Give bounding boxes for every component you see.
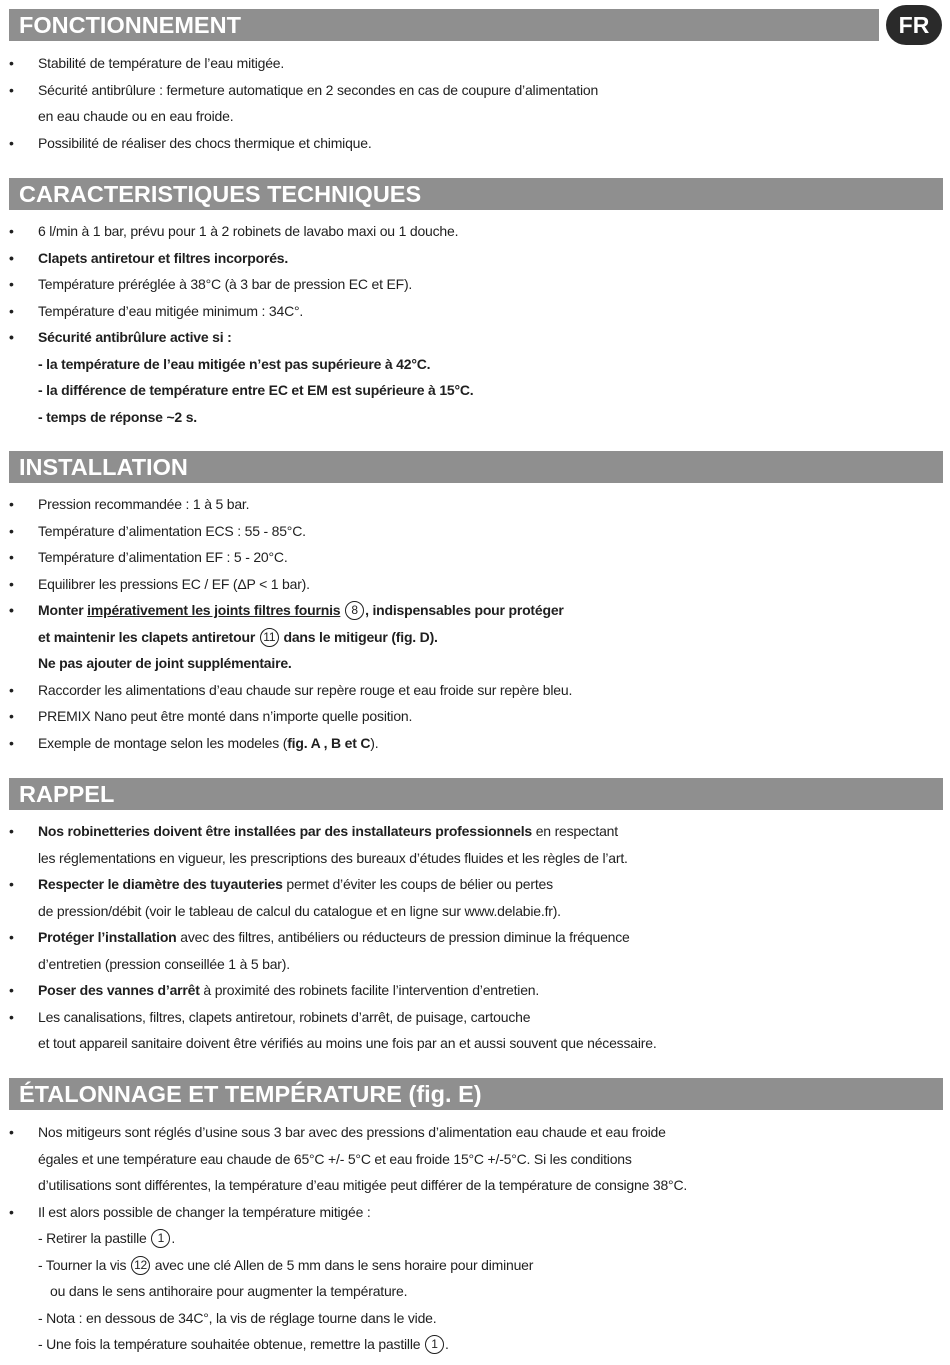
item-text: Nos mitigeurs sont réglés d’usine sous 3 bar avec des pressions d’alimentation eau chaude et eau froide — [38, 1124, 666, 1140]
bold-text: fig. A , B et C — [287, 734, 371, 751]
list-item-continuation — [0, 845, 950, 872]
list-item-continuation — [0, 951, 950, 978]
list-item — [0, 924, 950, 951]
item-text: Possibilité de réaliser des chocs thermique et chimique. — [38, 134, 372, 151]
installation-list — [0, 491, 950, 756]
list-item — [0, 544, 950, 571]
item-text: avec une clé Allen de 5 mm dans le sens horaire pour diminuer — [154, 1256, 534, 1273]
item-text: et maintenir les clapets antiretour — [38, 628, 256, 645]
item-text: - Tourner la vis — [38, 1256, 127, 1273]
list-item — [0, 491, 950, 518]
list-item — [0, 245, 950, 272]
list-item-continuation — [0, 624, 950, 651]
item-text: PREMIX Nano peut être monté dans n’importe quelle position. — [38, 708, 413, 724]
item-text: à proximité des robinets facilite l’intervention d’entretien. — [199, 982, 540, 998]
ref-number-1: 1 — [151, 1229, 170, 1248]
item-text: Température d’alimentation ECS : 55 - 85°C. — [38, 522, 306, 539]
list-item — [0, 818, 950, 845]
bold-text: Poser des vannes d’arrêt — [38, 982, 200, 998]
list-item-continuation — [0, 898, 950, 925]
rappel-list — [0, 818, 950, 1057]
item-text: en eau chaude ou en eau froide. — [38, 108, 234, 124]
item-text: Sécurité antibrûlure active si : — [38, 329, 232, 345]
item-text: 6 l/min à 1 bar, prévu pour 1 à 2 robinets de lavabo maxi ou 1 douche. — [38, 223, 459, 239]
item-text: Monter — [38, 602, 88, 618]
language-badge: FR — [886, 5, 942, 45]
list-item-continuation — [0, 1172, 950, 1199]
fonctionnement-list — [0, 50, 950, 156]
list-item — [0, 597, 950, 624]
bold-text: Protéger l’installation — [38, 929, 177, 945]
item-text: - Nota : en dessous de 34C°, la vis de réglage tourne dans le vide. — [38, 1309, 437, 1326]
section-header-fonctionnement: FONCTIONNEMENT — [9, 9, 879, 41]
item-text: égales et une température eau chaude de 65°C +/- 5°C et eau froide 15°C +/-5°C. Si les conditions — [38, 1150, 632, 1167]
list-item — [0, 703, 950, 730]
list-item — [0, 1119, 950, 1146]
item-text: et tout appareil sanitaire doivent être vérifiés au moins une fois par an et aussi souvent que nécessaire. — [38, 1035, 657, 1051]
list-item — [0, 50, 950, 77]
list-item — [0, 77, 950, 104]
item-text: Température d’eau mitigée minimum : 34C°. — [38, 302, 304, 319]
section-header-etalonnage: ÉTALONNAGE ET TEMPÉRATURE (fig. E) — [9, 1078, 943, 1110]
list-item — [0, 298, 950, 325]
list-item — [0, 730, 950, 757]
list-item — [0, 324, 950, 351]
item-text: Clapets antiretour et filtres incorporés. — [38, 249, 289, 266]
item-text: d’utilisations sont différentes, la température d’eau mitigée peut différer de la température de consigne 38°C. — [38, 1177, 688, 1193]
section-header-installation: INSTALLATION — [9, 451, 943, 483]
list-item — [0, 1004, 950, 1031]
item-text: Equilibrer les pressions EC / EF (ΔP < 1 bar). — [38, 575, 310, 592]
item-text: Raccorder les alimentations d’eau chaude sur repère rouge et eau froide sur repère bleu. — [38, 681, 573, 698]
list-item-continuation — [0, 103, 950, 130]
item-text: Pression recommandée : 1 à 5 bar. — [38, 496, 250, 512]
list-item — [0, 677, 950, 704]
item-text: - Une fois la température souhaitée obtenue, remettre la pastille — [38, 1336, 421, 1352]
list-item — [0, 571, 950, 598]
item-text: en respectant — [532, 823, 618, 839]
item-text: ). — [370, 734, 379, 751]
list-item-continuation — [0, 377, 950, 404]
item-text: Ne pas ajouter de joint supplémentaire. — [38, 655, 292, 671]
step-item — [0, 1252, 950, 1279]
list-item — [0, 271, 950, 298]
step-item — [0, 1331, 950, 1358]
item-text: Sécurité antibrûlure : fermeture automatique en 2 secondes en cas de coupure d’alimentation — [38, 81, 599, 98]
step-item-continuation — [0, 1278, 950, 1305]
item-text: Température d’alimentation EF : 5 - 20°C. — [38, 549, 288, 565]
item-text: - Retirer la pastille — [38, 1230, 147, 1246]
item-text: permet d’éviter les coups de bélier ou pertes — [282, 876, 553, 892]
item-text: Température préréglée à 38°C (à 3 bar de pression EC et EF). — [38, 276, 413, 292]
bold-text: Respecter le diamètre des tuyauteries — [38, 876, 283, 892]
item-text: Stabilité de température de l’eau mitigée. — [38, 55, 285, 71]
list-item — [0, 1199, 950, 1226]
ref-number-1: 1 — [425, 1335, 444, 1354]
list-item — [0, 518, 950, 545]
item-text: Les canalisations, filtres, clapets antiretour, robinets d’arrêt, de puisage, cartouche — [38, 1008, 531, 1025]
list-item — [0, 218, 950, 245]
item-text: - temps de réponse ~2 s. — [38, 408, 197, 425]
item-text: ou dans le sens antihoraire pour augmenter la température. — [50, 1283, 408, 1299]
item-text: avec des filtres, antibéliers ou réducteurs de pression diminue la fréquence — [176, 929, 630, 945]
bold-text: Nos robinetteries doivent être installées par des installateurs professionnels — [38, 823, 533, 839]
list-item — [0, 977, 950, 1004]
list-item-continuation — [0, 404, 950, 431]
item-text: Il est alors possible de changer la température mitigée : — [38, 1203, 371, 1220]
list-item-continuation — [0, 1030, 950, 1057]
list-item — [0, 871, 950, 898]
list-item — [0, 130, 950, 157]
item-text: . — [171, 1230, 176, 1246]
step-item — [0, 1305, 950, 1332]
section-header-rappel: RAPPEL — [9, 778, 943, 810]
ref-number-11: 11 — [260, 628, 279, 647]
item-text: dans le mitigeur (fig. D). — [283, 628, 438, 645]
caracteristiques-list — [0, 218, 950, 430]
item-text: . — [445, 1336, 449, 1352]
item-text: - la température de l’eau mitigée n’est pas supérieure à 42°C. — [38, 355, 431, 372]
item-text: les réglementations en vigueur, les prescriptions des bureaux d’études fluides et les règles de l’art. — [38, 849, 628, 866]
etalonnage-list — [0, 1119, 950, 1358]
list-item-continuation — [0, 351, 950, 378]
section-header-caracteristiques: CARACTERISTIQUES TECHNIQUES — [9, 178, 943, 210]
ref-number-12: 12 — [131, 1256, 150, 1275]
ref-number-8: 8 — [345, 601, 364, 620]
item-text: Exemple de montage selon les modeles ( — [38, 734, 288, 751]
item-text: d’entretien (pression conseillée 1 à 5 bar). — [38, 955, 290, 972]
item-text: de pression/débit (voir le tableau de calcul du catalogue et en ligne sur www.delabie.fr). — [38, 902, 561, 919]
item-text: , indispensables pour protéger — [365, 602, 564, 618]
list-item-continuation — [0, 650, 950, 677]
underlined-text: impérativement les joints filtres fournis — [87, 602, 341, 618]
list-item-continuation — [0, 1146, 950, 1173]
item-text: - la différence de température entre EC et EM est supérieure à 15°C. — [38, 382, 474, 398]
step-item — [0, 1225, 950, 1252]
